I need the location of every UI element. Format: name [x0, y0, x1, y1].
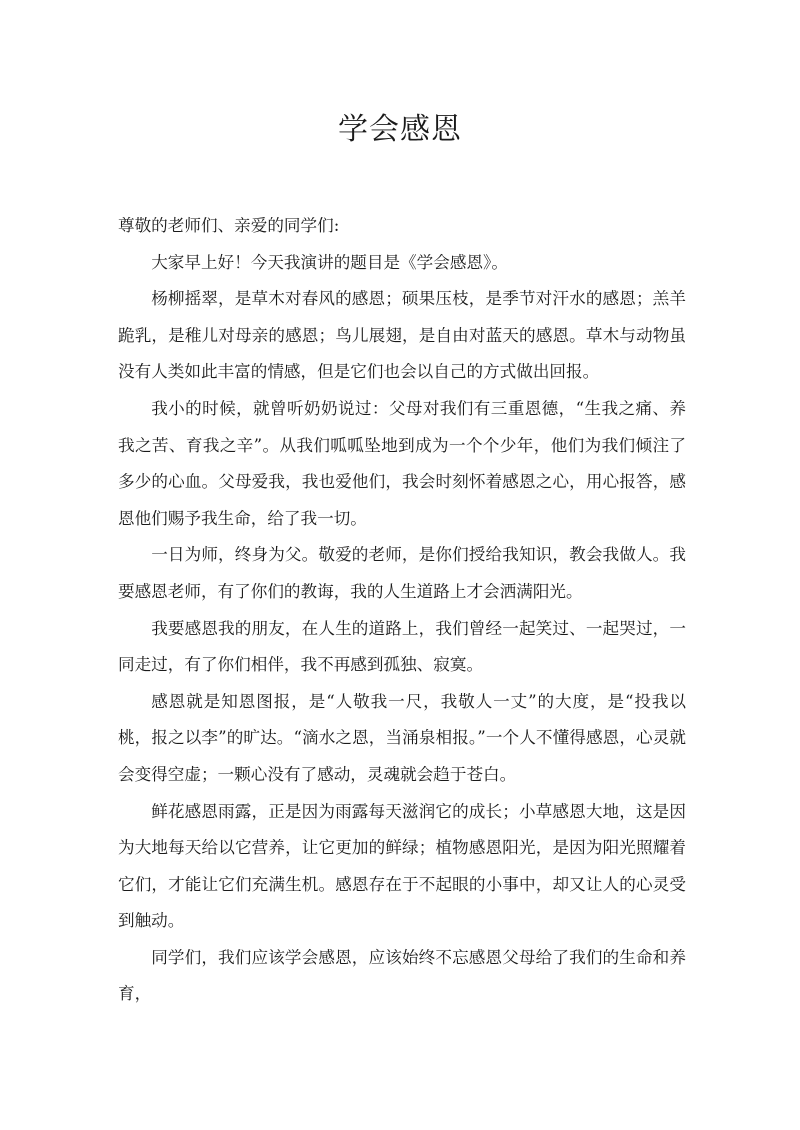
paragraph-nature-gratitude: 杨柳摇翠，是草木对春风的感恩；硕果压枝，是季节对汗水的感恩；羔羊跪乳，是稚儿对母亲的感恩；鸟儿展翅，是自由对蓝天的感恩。草木与动物虽没有人类如此丰富的情感，但是它们也会以自己的方式做出回报。 [118, 289, 686, 382]
paragraph-friends: 我要感恩我的朋友，在人生的道路上，我们曾经一起笑过、一起哭过，一同走过，有了你们相伴，我不再感到孤独、寂寞。 [118, 618, 686, 675]
document-title: 学会感恩 [338, 112, 462, 147]
salutation: 尊敬的老师们、亲爱的同学们: [118, 216, 340, 235]
paragraph-gratitude-meaning: 感恩就是知恩图报，是“人敬我一尺，我敬人一丈”的大度，是“投我以桃，报之以李”的旷达。“滴水之恩，当涌泉相报。”一个人不懂得感恩，心灵就会变得空虚；一颗心没有了感动，灵魂就会趋于苍白。 [118, 691, 686, 784]
document-body [118, 208, 686, 1013]
paragraph-greeting: 大家早上好！今天我演讲的题目是《学会感恩》。 [151, 252, 508, 272]
paragraph-parents: 我小的时候，就曾听奶奶说过：父母对我们有三重恩德，“生我之痛、养我之苦、育我之辛”。从我们呱呱坠地到成为一个个少年，他们为我们倾注了多少的心血。父母爱我，我也爱他们，我会时刻怀着感恩之心，用心报答，感恩他们赐予我生命，给了我一切。 [118, 398, 686, 528]
paragraph-closing: 同学们，我们应该学会感恩，应该始终不忘感恩父母给了我们的生命和养育， [118, 947, 686, 1004]
paragraph-flowers: 鲜花感恩雨露，正是因为雨露每天滋润它的成长；小草感恩大地，这是因为大地每天给以它营养，让它更加的鲜绿；植物感恩阳光，是因为阳光照耀着它们，才能让它们充满生机。感恩存在于不起眼的小事中，却又让人的心灵受到触动。 [118, 801, 686, 931]
paragraph-teachers: 一日为师，终身为父。敬爱的老师，是你们授给我知识，教会我做人。我要感恩老师，有了你们的教诲，我的人生道路上才会洒满阳光。 [118, 545, 686, 601]
